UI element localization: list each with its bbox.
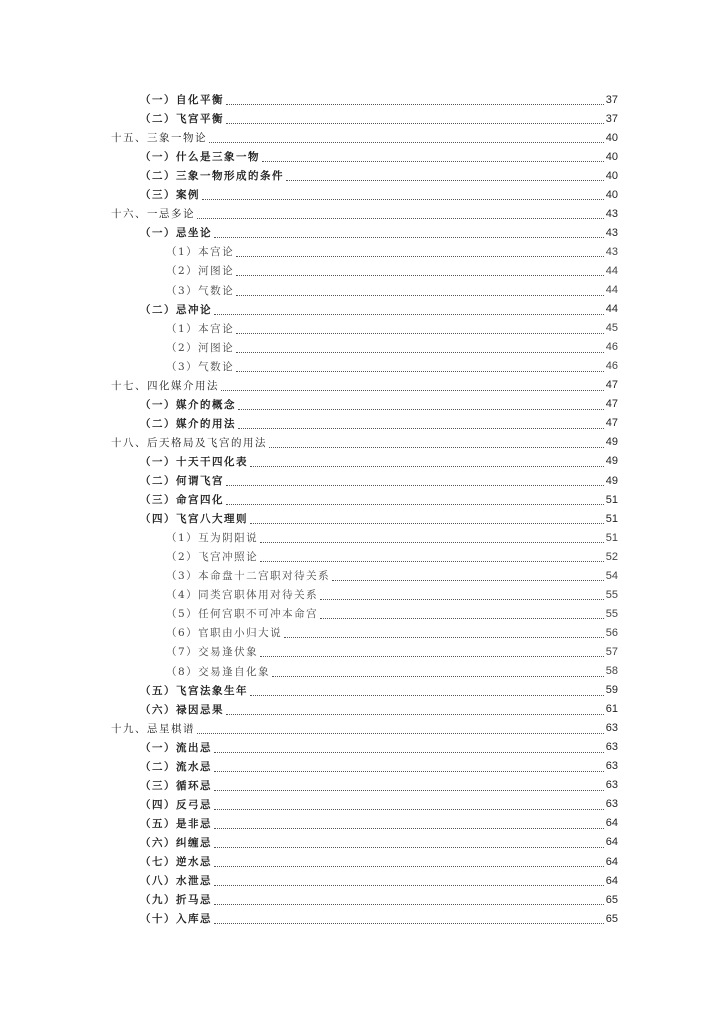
toc-entry[interactable]: [166, 357, 618, 376]
toc-entry-title: （五）飞宫法象生年: [140, 684, 248, 697]
dot-leader: [221, 380, 604, 391]
toc-entry-title: 十七、四化媒介用法: [111, 379, 219, 392]
toc-entry-page-number: 63: [605, 722, 618, 735]
toc-entry-title: （8）交易逢自化象: [166, 665, 271, 678]
toc-entry[interactable]: [166, 642, 618, 661]
toc-entry-page-number: 65: [605, 893, 618, 906]
dot-leader: [320, 589, 604, 600]
dot-leader: [214, 856, 604, 867]
toc-entry-page-number: 64: [605, 855, 618, 868]
dot-leader: [214, 837, 604, 848]
dot-leader: [214, 913, 604, 924]
toc-entry-title: （1）本宫论: [166, 246, 235, 259]
toc-entry[interactable]: [140, 509, 618, 528]
dot-leader: [250, 456, 604, 467]
toc-entry-title: 十六、一忌多论: [111, 208, 195, 221]
dot-leader: [226, 475, 604, 486]
toc-entry-title: （4）同类宫职体用对待关系: [166, 589, 319, 602]
toc-entry[interactable]: [166, 547, 618, 566]
toc-entry-page-number: 47: [605, 379, 618, 392]
toc-entry-title: （7）交易逢伏象: [166, 646, 259, 659]
toc-entry[interactable]: [140, 147, 618, 166]
toc-entry[interactable]: [166, 585, 618, 604]
toc-entry[interactable]: [140, 452, 618, 471]
toc-entry-page-number: 56: [605, 626, 618, 639]
toc-entry-page-number: 64: [605, 836, 618, 849]
toc-entry-title: （三）循环忌: [140, 779, 212, 792]
toc-entry[interactable]: [140, 185, 618, 204]
toc-entry[interactable]: [166, 261, 618, 280]
toc-entry-page-number: 51: [605, 531, 618, 544]
toc-entry-title: （5）任何宫职不可冲本命宫: [166, 608, 319, 621]
dot-leader: [226, 94, 604, 105]
toc-entry-page-number: 40: [605, 169, 618, 182]
dot-leader: [214, 875, 604, 886]
dot-leader: [214, 742, 604, 753]
dot-leader: [320, 608, 604, 619]
dot-leader: [214, 818, 604, 829]
toc-entry-title: （2）河图论: [166, 341, 235, 354]
dot-leader: [236, 285, 604, 296]
toc-entry-title: （三）案例: [140, 189, 200, 202]
toc-entry[interactable]: [111, 433, 618, 452]
dot-leader: [214, 780, 604, 791]
toc-entry[interactable]: [166, 281, 618, 300]
dot-leader: [214, 304, 604, 315]
toc-entry-title: （2）河图论: [166, 265, 235, 278]
dot-leader: [214, 799, 604, 810]
toc-entry[interactable]: [166, 338, 618, 357]
toc-entry-page-number: 40: [605, 188, 618, 201]
toc-entry-title: （二）忌冲论: [140, 303, 212, 316]
toc-entry-title: （一）什么是三象一物: [140, 151, 260, 164]
dot-leader: [236, 323, 604, 334]
dot-leader: [236, 342, 604, 353]
toc-entry-title: （二）媒介的用法: [140, 417, 236, 430]
toc-entry-title: （二）飞宫平衡: [140, 113, 224, 126]
toc-entry-title: （3）气数论: [166, 360, 235, 373]
dot-leader: [197, 723, 604, 734]
toc-entry[interactable]: [140, 852, 618, 871]
toc-entry-page-number: 64: [605, 874, 618, 887]
toc-entry-title: 十八、后天格局及飞宫的用法: [111, 436, 267, 449]
toc-entry[interactable]: [111, 376, 618, 395]
toc-entry[interactable]: [140, 776, 618, 795]
toc-entry[interactable]: [166, 623, 618, 642]
toc-entry[interactable]: [140, 223, 618, 242]
toc-entry-title: （3）气数论: [166, 284, 235, 297]
dot-leader: [332, 570, 604, 581]
toc-entry[interactable]: [166, 566, 618, 585]
toc-entry-title: （五）是非忌: [140, 817, 212, 830]
toc-entry-page-number: 54: [605, 569, 618, 582]
toc-entry-page-number: 46: [605, 360, 618, 373]
toc-entry[interactable]: [111, 128, 618, 147]
toc-entry-page-number: 51: [605, 512, 618, 525]
toc-entry-page-number: 49: [605, 474, 618, 487]
toc-entry-title: （6）官职由小归大说: [166, 627, 283, 640]
toc-entry-page-number: 37: [605, 112, 618, 125]
toc-entry-page-number: 43: [605, 207, 618, 220]
toc-entry-title: （四）反弓忌: [140, 798, 212, 811]
toc-entry-page-number: 49: [605, 436, 618, 449]
dot-leader: [260, 646, 604, 657]
toc-entry-page-number: 63: [605, 760, 618, 773]
toc-entry[interactable]: [140, 109, 618, 128]
toc-entry-page-number: 58: [605, 665, 618, 677]
toc-entry-title: （1）本宫论: [166, 322, 235, 335]
toc-entry-title: 十五、三象一物论: [111, 132, 207, 145]
toc-entry[interactable]: [140, 795, 618, 814]
toc-entry-page-number: 61: [605, 703, 618, 716]
toc-entry[interactable]: [140, 166, 618, 185]
toc-entry-title: （八）水泄忌: [140, 875, 212, 888]
toc-entry[interactable]: [111, 719, 618, 738]
dot-leader: [236, 246, 604, 257]
dot-leader: [226, 113, 604, 124]
dot-leader: [226, 704, 604, 715]
toc-entry-title: （一）流出忌: [140, 741, 212, 754]
dot-leader: [236, 265, 604, 276]
dot-leader: [250, 513, 604, 524]
dot-leader: [226, 494, 604, 505]
toc-entry[interactable]: [140, 700, 618, 719]
toc-entry-page-number: 47: [605, 417, 618, 430]
dot-leader: [214, 761, 604, 772]
toc-entry[interactable]: [140, 833, 618, 852]
toc-entry[interactable]: [140, 395, 618, 414]
toc-entry-title: （十）入库忌: [140, 913, 212, 926]
toc-entry-page-number: 49: [605, 455, 618, 468]
dot-leader: [250, 685, 604, 696]
toc-entry-title: （九）折马忌: [140, 894, 212, 907]
toc-entry-title: （二）何谓飞宫: [140, 475, 224, 487]
toc-entry-page-number: 45: [605, 322, 618, 335]
toc-entry-title: （六）纠缠忌: [140, 836, 212, 849]
toc-entry[interactable]: [140, 490, 618, 509]
toc-entry-page-number: 59: [605, 684, 618, 697]
toc-entry[interactable]: [140, 471, 618, 490]
dot-leader: [197, 208, 604, 219]
toc-entry-page-number: 43: [605, 245, 618, 258]
toc-entry-page-number: 47: [605, 398, 618, 411]
toc-entry-title: 十九、忌星棋谱: [111, 722, 195, 735]
dot-leader: [262, 151, 604, 162]
dot-leader: [209, 132, 604, 143]
toc-entry-title: （二）三象一物形成的条件: [140, 170, 284, 183]
toc-entry-page-number: 52: [605, 550, 618, 563]
toc-entry-page-number: 63: [605, 741, 618, 754]
dot-leader: [238, 418, 604, 429]
dot-leader: [272, 666, 604, 677]
toc-entry-title: （一）自化平衡: [140, 94, 224, 106]
toc-entry[interactable]: [166, 242, 618, 261]
toc-entry[interactable]: [140, 814, 618, 833]
toc-entry-title: （六）禄因忌果: [140, 703, 224, 716]
dot-leader: [284, 627, 604, 638]
toc-entry[interactable]: [140, 681, 618, 700]
toc-entry-title: （七）逆水忌: [140, 856, 212, 868]
toc-entry-page-number: 63: [605, 779, 618, 792]
toc-entry[interactable]: [140, 909, 618, 928]
toc-entry[interactable]: [111, 204, 618, 223]
dot-leader: [236, 361, 604, 372]
toc-entry-page-number: 51: [605, 493, 618, 506]
toc-entry[interactable]: [140, 871, 618, 890]
toc-entry-title: （3）本命盘十二宫职对待关系: [166, 570, 331, 583]
toc-entry-title: （三）命宫四化: [140, 494, 224, 507]
dot-leader: [286, 170, 604, 181]
toc-entry-page-number: 55: [605, 588, 618, 601]
toc-entry-page-number: 40: [605, 150, 618, 163]
toc-entry-title: （二）流水忌: [140, 760, 212, 773]
toc-entry-title: （一）十天干四化表: [140, 455, 248, 468]
toc-entry-page-number: 37: [605, 93, 618, 106]
toc-entry-page-number: 44: [605, 284, 618, 296]
dot-leader: [214, 227, 604, 238]
toc-entry[interactable]: [166, 528, 618, 547]
toc-entry-page-number: 55: [605, 607, 618, 620]
dot-leader: [260, 551, 604, 562]
toc-entry[interactable]: [166, 662, 618, 681]
toc-entry[interactable]: [166, 604, 618, 623]
dot-leader: [238, 399, 604, 410]
toc-entry-title: （1）互为阴阳说: [166, 532, 259, 545]
toc-entry-title: （一）忌坐论: [140, 227, 212, 240]
toc-entry-page-number: 40: [605, 131, 618, 144]
toc-entry-page-number: 64: [605, 817, 618, 830]
dot-leader: [214, 894, 604, 905]
dot-leader: [202, 189, 604, 200]
toc-entry-page-number: 44: [605, 303, 618, 316]
toc-entry[interactable]: [140, 414, 618, 433]
toc-entry[interactable]: [166, 319, 618, 338]
toc-entry-title: （四）飞宫八大理则: [140, 513, 248, 526]
toc-entry[interactable]: [140, 738, 618, 757]
toc-entry-page-number: 46: [605, 341, 618, 354]
toc-entry-page-number: 43: [605, 226, 618, 239]
toc-entry-page-number: 57: [605, 645, 618, 658]
toc-entry[interactable]: [140, 757, 618, 776]
toc-entry-page-number: 63: [605, 798, 618, 811]
toc-entry-page-number: 65: [605, 912, 618, 925]
toc-entry-title: （一）媒介的概念: [140, 398, 236, 411]
dot-leader: [260, 532, 604, 543]
toc-entry[interactable]: [140, 90, 618, 109]
toc-entry-title: （2）飞宫冲照论: [166, 551, 259, 564]
toc-entry[interactable]: [140, 300, 618, 319]
dot-leader: [269, 437, 604, 448]
toc-entry-page-number: 44: [605, 264, 618, 277]
toc-entry[interactable]: [140, 890, 618, 909]
